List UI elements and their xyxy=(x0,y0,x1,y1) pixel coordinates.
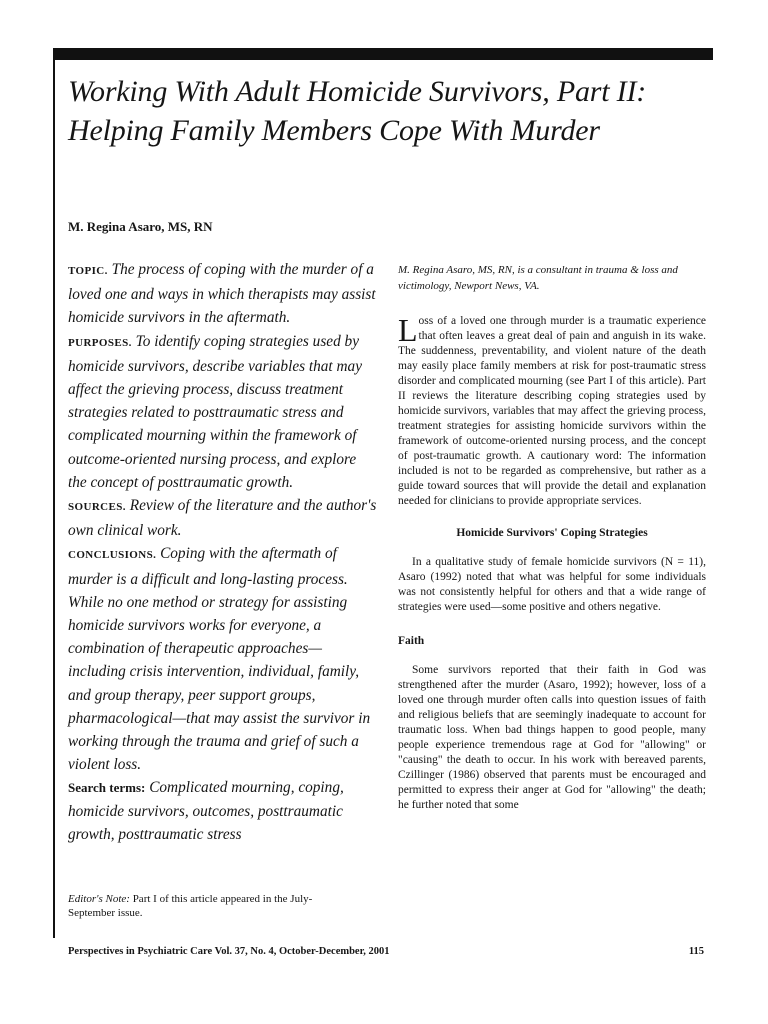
author-affiliation: M. Regina Asaro, MS, RN, is a consultant in trauma & loss and victimology, Newport News, VA. xyxy=(398,264,678,292)
section-heading-coping-strategies: Homicide Survivors' Coping Strategies xyxy=(456,527,648,539)
abstract xyxy=(68,258,378,846)
sources-label: SOURCES. xyxy=(68,501,126,514)
editor-note-text: Part I of this article appeared in the July-September issue. xyxy=(68,893,313,919)
abstract-purposes xyxy=(68,330,378,494)
editor-note xyxy=(68,892,358,920)
title-line-1: Working With Adult Homicide Survivors, Part II: xyxy=(68,75,647,108)
coping-paragraph: In a qualitative study of female homicide survivors (N = 11), Asaro (1992) noted that what was helpful for some individuals was not consistently helpful for others and that a wide range of strategies were used—some positive and others negative. xyxy=(398,556,706,613)
topic-text: The process of coping with the murder of a loved one and ways in which therapists may assist homicide survivors in the aftermath. xyxy=(68,261,376,327)
article-title xyxy=(68,72,708,150)
title-line-2: Helping Family Members Cope With Murder xyxy=(68,114,600,147)
search-terms-label: Search terms: xyxy=(68,780,146,796)
editor-note-label: Editor's Note: xyxy=(68,893,130,905)
subsection-heading-faith: Faith xyxy=(398,635,425,647)
abstract-search-terms xyxy=(68,776,378,846)
author-byline: M. Regina Asaro, MS, RN xyxy=(68,219,213,234)
intro-paragraph xyxy=(398,314,706,509)
conclusions-text: Coping with the aftermath of murder is a difficult and long-lasting process. While no one method or strategy for assisting homicide survivors works for everyone, a combination of therapeutic approaches—including crisis intervention, individual, family, and group therapy, peer support groups, pharmacological—that may assist the survivor in working through the trauma and grief of such a violent loss. xyxy=(68,545,371,774)
topic-label: TOPIC. xyxy=(68,265,108,277)
conclusions-label: CONCLUSIONS. xyxy=(68,549,157,562)
purposes-label: PURPOSES. xyxy=(68,336,132,349)
abstract-sources xyxy=(68,494,378,542)
purposes-text: To identify coping strategies used by homicide survivors, describe variables that may affect the grieving process, discuss treatment strategies related to posttraumatic stress and complicated mourning within the framework of outcome-oriented nursing process, and explore the concept of posttraumatic growth. xyxy=(68,332,362,491)
page-number: 115 xyxy=(688,946,704,957)
body-column xyxy=(398,262,706,813)
faith-paragraph: Some survivors reported that their faith in God was strengthened after the murder (Asaro, 1992); however, loss of a loved one through murder often calls into question issues of faith and religious beliefs that are seemingly inadequate to account for traumatic loss. When bad things happen to good people, many people experience tremendous rage at God for "allowing" or "causing" the death to occur. In his work with bereaved parents, Czillinger (1986) observed that parents must be encouraged and permitted to express their anger at God for "allowing" the death; he further noted that some xyxy=(398,664,706,811)
intro-text: oss of a loved one through murder is a traumatic experience that often leaves a great deal of pain and anguish in its wake. The suddenness, preventability, and violent nature of the death may easily place family members at risk for post-traumatic stress disorder and complicated mourning (see Part I of this article). Part II reviews the literature describing coping strategies used by homicide survivors, variables that may affect the grieving process, treatment strategies for assisting homicide survivors within the framework of outcome-oriented nursing process, and the concept of post-traumatic growth. A cautionary word: The information included is not to be regarded as comprehensive, but rather as a guide toward sources that will provide the detail and explanation needed for clinicians to provide appropriate services. xyxy=(398,315,706,507)
abstract-conclusions xyxy=(68,542,378,776)
page-footer xyxy=(68,946,704,957)
drop-cap: L xyxy=(398,312,418,348)
abstract-topic xyxy=(68,258,378,330)
side-rule xyxy=(53,48,55,938)
journal-citation: Perspectives in Psychiatric Care Vol. 37, No. 4, October-December, 2001 xyxy=(68,946,390,957)
sources-text: Review of the literature and the author's own clinical work. xyxy=(68,497,377,540)
top-rule xyxy=(53,48,713,60)
search-terms-text: Complicated mourning, coping, homicide survivors, outcomes, posttraumatic growth, posttraumatic stress xyxy=(68,779,344,843)
